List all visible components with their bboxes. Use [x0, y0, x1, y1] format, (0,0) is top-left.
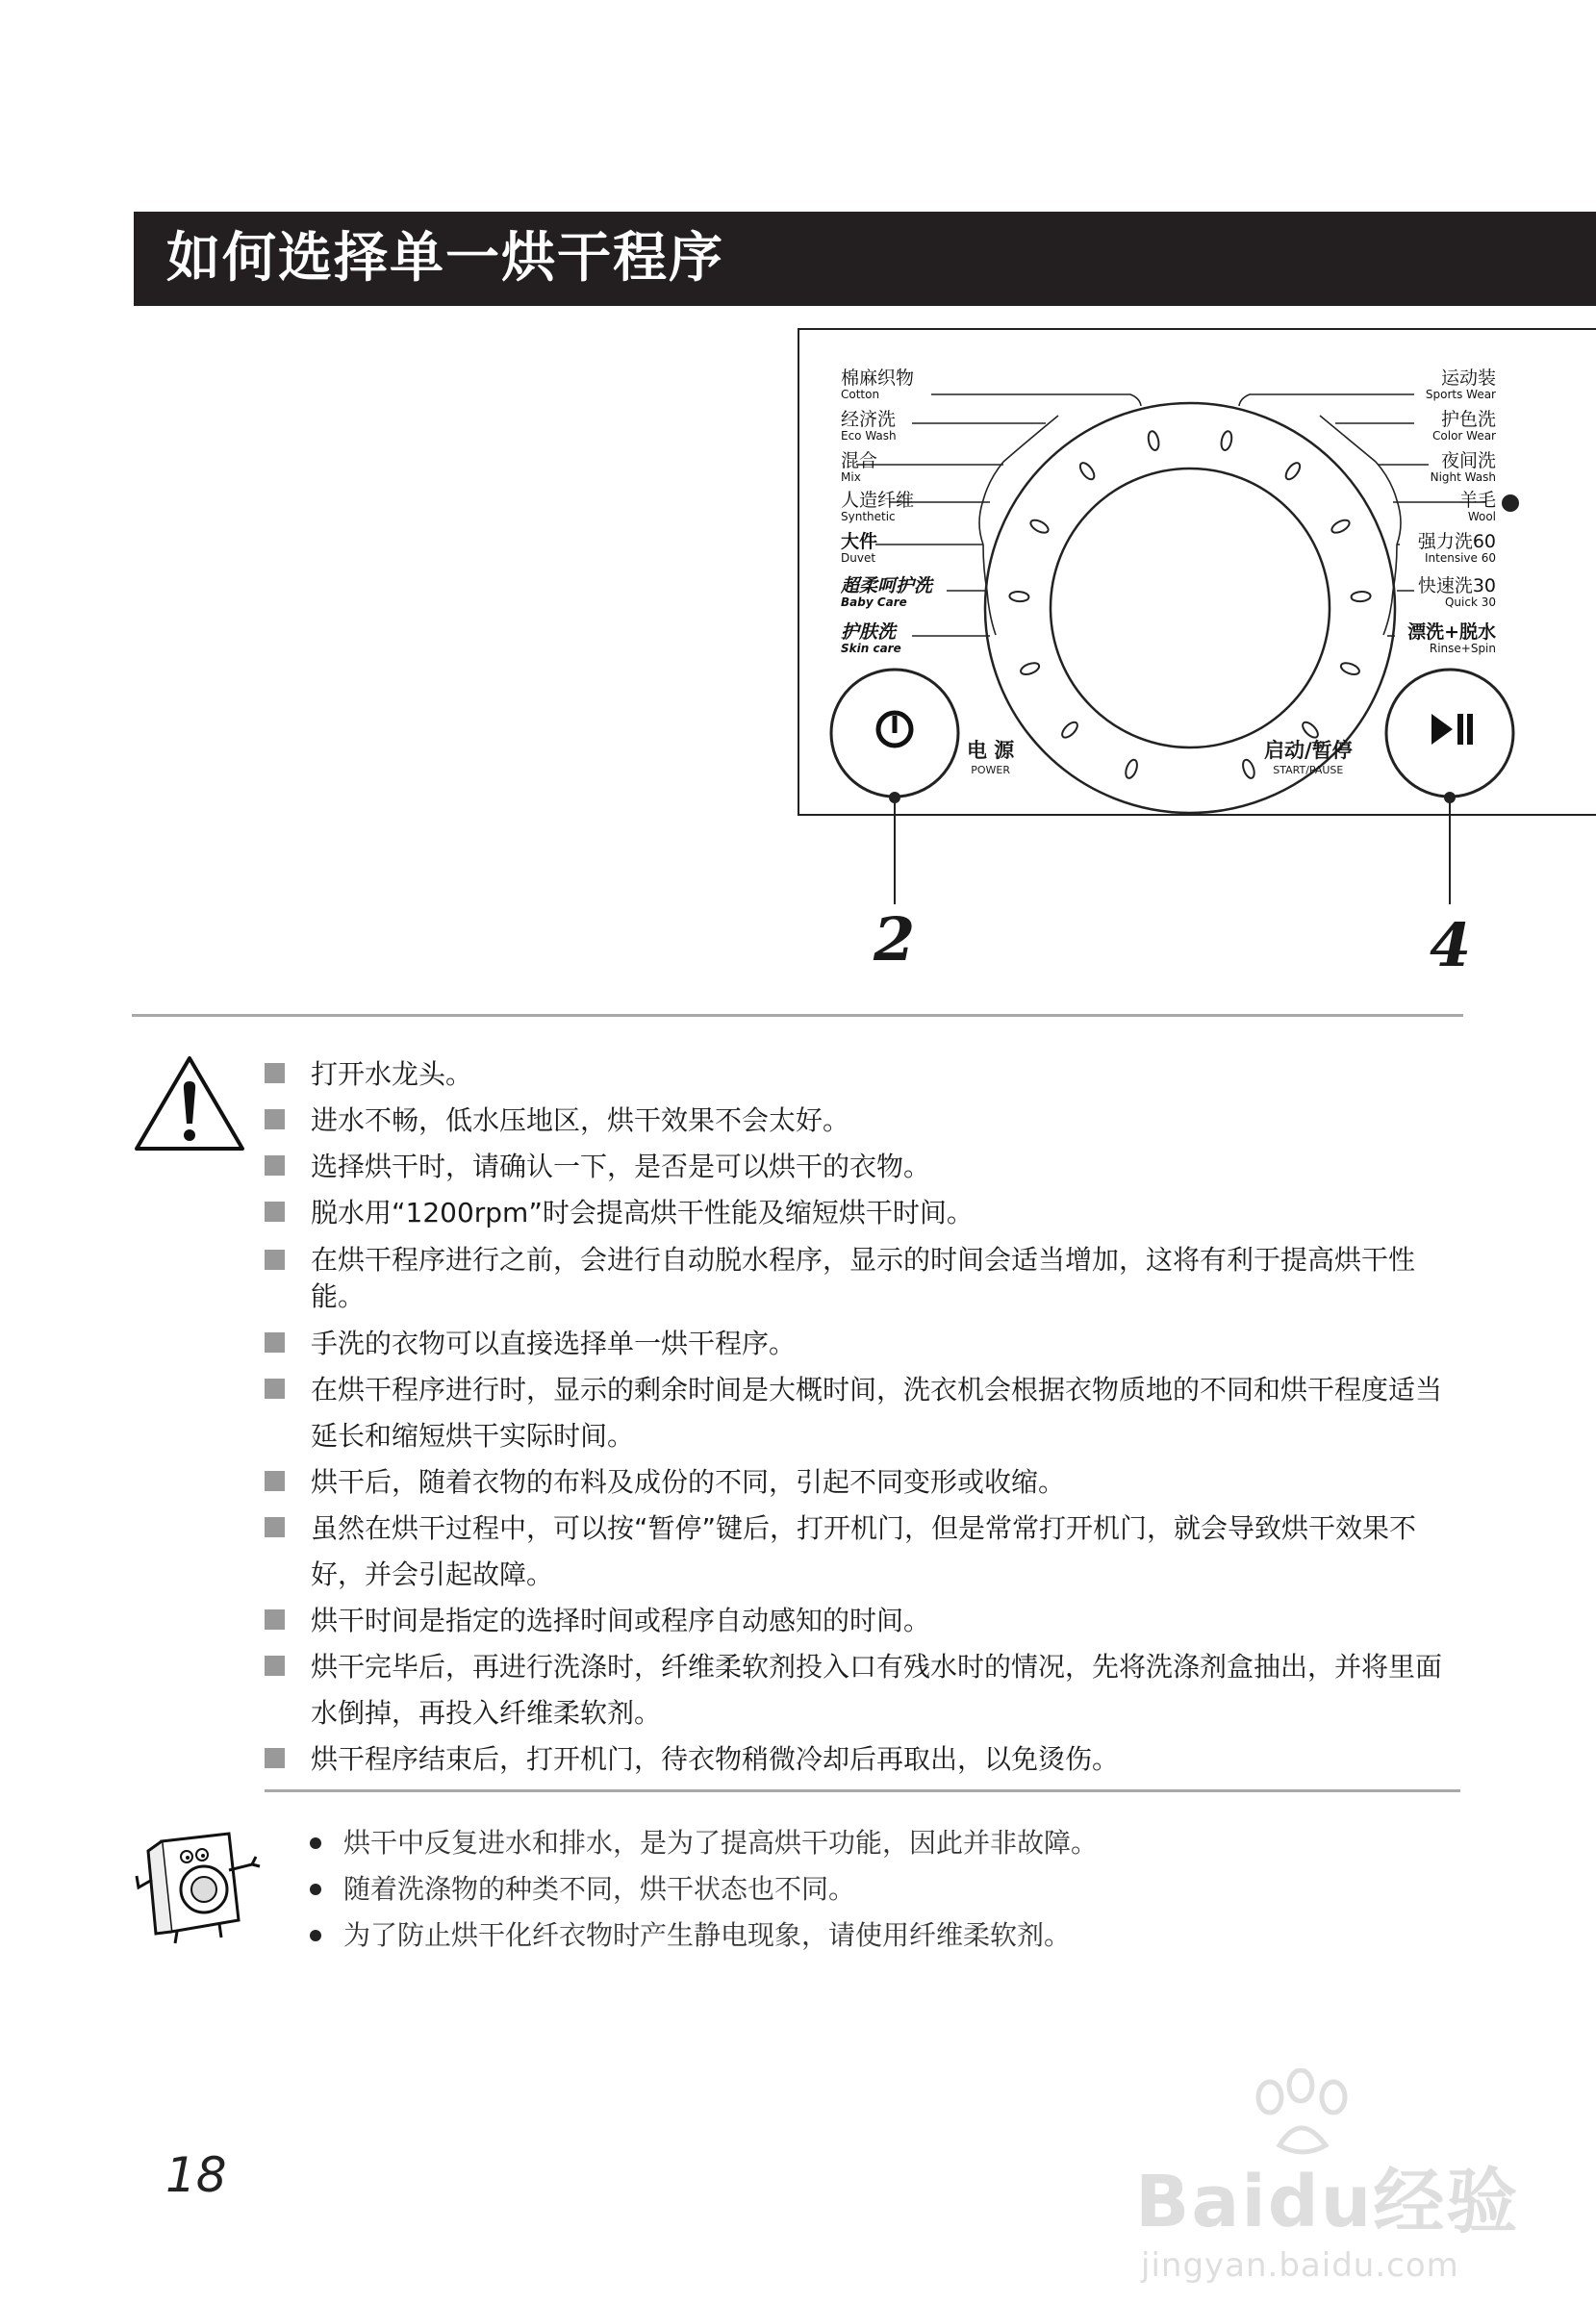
program-label: 羊毛 — [1458, 490, 1496, 511]
program-label-en: Wool — [1467, 510, 1496, 523]
start-pause-label — [1264, 741, 1353, 775]
note-text: 烘干中反复进水和排水，是为了提高烘干功能，因此并非故障。 — [343, 1827, 1099, 1859]
title-bar — [134, 212, 1596, 306]
program-cotton — [841, 369, 914, 400]
program-label: 漂洗+脱水 — [1407, 621, 1496, 643]
paw-logo-icon — [1241, 2068, 1366, 2155]
dial-position-mark — [1028, 518, 1050, 535]
warning-list — [265, 1051, 1467, 1783]
bullet-icon — [310, 1837, 321, 1849]
program-intensive-60 — [1418, 533, 1496, 564]
divider — [265, 1789, 1460, 1792]
warning-triangle-icon — [133, 1054, 246, 1154]
program-quick-30 — [1418, 577, 1496, 608]
list-item — [310, 1820, 1098, 1866]
dial-position-mark — [1009, 591, 1029, 601]
program-label-en: Intensive 60 — [1425, 551, 1496, 565]
bullet-icon — [310, 1884, 321, 1895]
power-label-en: POWER — [971, 764, 1011, 776]
program-synthetic — [841, 492, 914, 522]
warning-text: 烘干后，随着衣物的布料及成份的不同，引起不同变形或收缩。 — [311, 1466, 1066, 1498]
dial-position-mark — [1330, 518, 1351, 535]
wool-icon — [1502, 494, 1519, 512]
divider — [132, 1014, 1463, 1017]
warning-text: 在烘干程序进行之前，会进行自动脱水程序，显示的时间会适当增加，这将有利于提高烘干性能。 — [311, 1244, 1416, 1312]
program-label-en: Synthetic — [841, 510, 896, 523]
warning-text: 选择烘干时，请确认一下，是否是可以烘干的衣物。 — [311, 1151, 931, 1182]
warning-text: 烘干程序结束后，打开机门，待衣物稍微冷却后再取出，以免烫伤。 — [311, 1743, 1120, 1775]
program-duvet — [841, 533, 877, 564]
dial-position-mark — [1300, 720, 1320, 740]
list-item — [265, 1506, 1467, 1598]
list-item — [265, 1051, 1467, 1098]
list-item — [265, 1190, 1467, 1236]
program-label: 强力洗60 — [1417, 531, 1496, 552]
program-label-en: Color Wear — [1432, 429, 1496, 443]
program-label: 大件 — [841, 531, 878, 552]
list-item — [310, 1912, 1098, 1959]
program-label: 护色洗 — [1440, 409, 1496, 430]
square-bullet-icon — [265, 1155, 285, 1176]
program-label: 混合 — [841, 450, 878, 471]
program-label-en: Quick 30 — [1444, 595, 1496, 609]
dial-position-mark — [1019, 661, 1040, 676]
watermark — [1135, 2068, 1520, 2290]
warning-text: 进水不畅，低水压地区，烘干效果不会太好。 — [311, 1104, 850, 1136]
list-item — [265, 1736, 1467, 1783]
program-label-en: Skin care — [841, 642, 901, 655]
page-number: 18 — [165, 2147, 227, 2203]
program-label-en: Cotton — [841, 388, 880, 401]
list-item — [310, 1866, 1098, 1912]
warning-text: 虽然在烘干过程中，可以按“暂停”键后，打开机门，但是常常打开机门，就会导致烘干效果不好，并会引起故障。 — [311, 1512, 1417, 1590]
program-label-en: Night Wash — [1430, 470, 1496, 484]
list-item — [265, 1598, 1467, 1644]
square-bullet-icon — [265, 1109, 285, 1129]
note-text: 为了防止烘干化纤衣物时产生静电现象，请使用纤维柔软剂。 — [343, 1919, 1072, 1951]
list-item — [265, 1321, 1467, 1367]
program-label-en: Baby Care — [841, 595, 907, 609]
dial-position-mark — [1220, 430, 1233, 451]
callout-power-step: 2 — [874, 904, 916, 975]
start-pause-label-en: START/PAUSE — [1273, 764, 1344, 776]
dial-position-mark — [1339, 661, 1360, 676]
program-label-en: Duvet — [841, 551, 876, 565]
program-label: 夜间洗 — [1440, 450, 1496, 471]
warning-text: 烘干完毕后，再进行洗涤时，纤维柔软剂投入口有残水时的情况，先将洗涤剂盒抽出，并将里面水倒掉，再投入纤维柔软剂。 — [311, 1651, 1443, 1729]
square-bullet-icon — [265, 1063, 285, 1083]
list-item — [265, 1459, 1467, 1506]
program-label-en: Eco Wash — [841, 429, 897, 443]
warning-text: 打开水龙头。 — [311, 1058, 473, 1090]
dial-position-mark — [1283, 461, 1303, 482]
program-mix — [841, 452, 877, 483]
square-bullet-icon — [265, 1609, 285, 1630]
power-label — [967, 741, 1014, 775]
program-label: 人造纤维 — [841, 490, 915, 511]
list-item — [265, 1367, 1467, 1459]
power-label-zh: 电 源 — [967, 739, 1015, 762]
square-bullet-icon — [265, 1471, 285, 1491]
dial-position-mark — [1124, 758, 1139, 779]
list-item — [265, 1644, 1467, 1736]
dial-inner-ring — [1051, 469, 1330, 747]
dial-position-mark — [1147, 430, 1160, 451]
square-bullet-icon — [265, 1517, 285, 1537]
program-sports-wear — [1426, 369, 1496, 400]
square-bullet-icon — [265, 1656, 285, 1676]
note-text: 随着洗涤物的种类不同，烘干状态也不同。 — [343, 1873, 856, 1905]
square-bullet-icon — [265, 1748, 285, 1768]
program-color-wear — [1432, 411, 1496, 442]
dial-position-mark — [1077, 461, 1097, 482]
program-label: 棉麻织物 — [841, 367, 915, 389]
program-wool — [1459, 492, 1496, 522]
warning-text: 在烘干程序进行时，显示的剩余时间是大概时间，洗衣机会根据衣物质地的不同和烘干程度适当延长和缩短烘干实际时间。 — [311, 1374, 1443, 1452]
program-skin-care — [841, 623, 901, 654]
dial-position-mark — [1241, 758, 1256, 779]
program-rinse-spin — [1407, 623, 1496, 654]
start-pause-label-zh: 启动/暂停 — [1264, 739, 1353, 762]
square-bullet-icon — [265, 1379, 285, 1399]
program-eco-wash — [841, 411, 897, 442]
program-label: 快速洗30 — [1417, 575, 1496, 596]
warning-text: 脱水用“1200rpm”时会提高烘干性能及缩短烘干时间。 — [311, 1197, 974, 1228]
program-label-en: Rinse+Spin — [1429, 642, 1496, 655]
program-label: 超柔呵护洗 — [841, 575, 933, 596]
start-pause-button-shape — [1386, 670, 1513, 797]
dial-position-mark — [1059, 720, 1079, 740]
control-panel-illustration — [770, 317, 1596, 991]
note-list — [310, 1820, 1098, 1959]
program-night-wash — [1431, 452, 1496, 483]
program-label: 护肤洗 — [841, 621, 897, 643]
watermark-brand: Baidu经验 — [1135, 2161, 1520, 2243]
dial-position-mark — [1351, 591, 1371, 601]
list-item — [265, 1098, 1467, 1144]
program-label-en: Sports Wear — [1425, 388, 1496, 401]
warning-text: 烘干时间是指定的选择时间或程序自动感知的时间。 — [311, 1605, 931, 1636]
program-label: 经济洗 — [841, 409, 897, 430]
page-title: 如何选择单一烘干程序 — [166, 227, 724, 290]
callout-start-step: 4 — [1430, 910, 1472, 980]
program-label: 运动装 — [1440, 367, 1496, 389]
washing-machine-mascot-icon — [133, 1812, 267, 1947]
square-bullet-icon — [265, 1250, 285, 1270]
square-bullet-icon — [265, 1332, 285, 1353]
program-label-en: Mix — [841, 470, 861, 484]
warning-text: 手洗的衣物可以直接选择单一烘干程序。 — [311, 1328, 797, 1359]
bullet-icon — [310, 1930, 321, 1941]
watermark-url: jingyan.baidu.com — [1141, 2246, 1459, 2285]
list-item — [265, 1144, 1467, 1190]
list-item — [265, 1242, 1467, 1315]
square-bullet-icon — [265, 1202, 285, 1222]
program-baby-care — [841, 577, 932, 608]
